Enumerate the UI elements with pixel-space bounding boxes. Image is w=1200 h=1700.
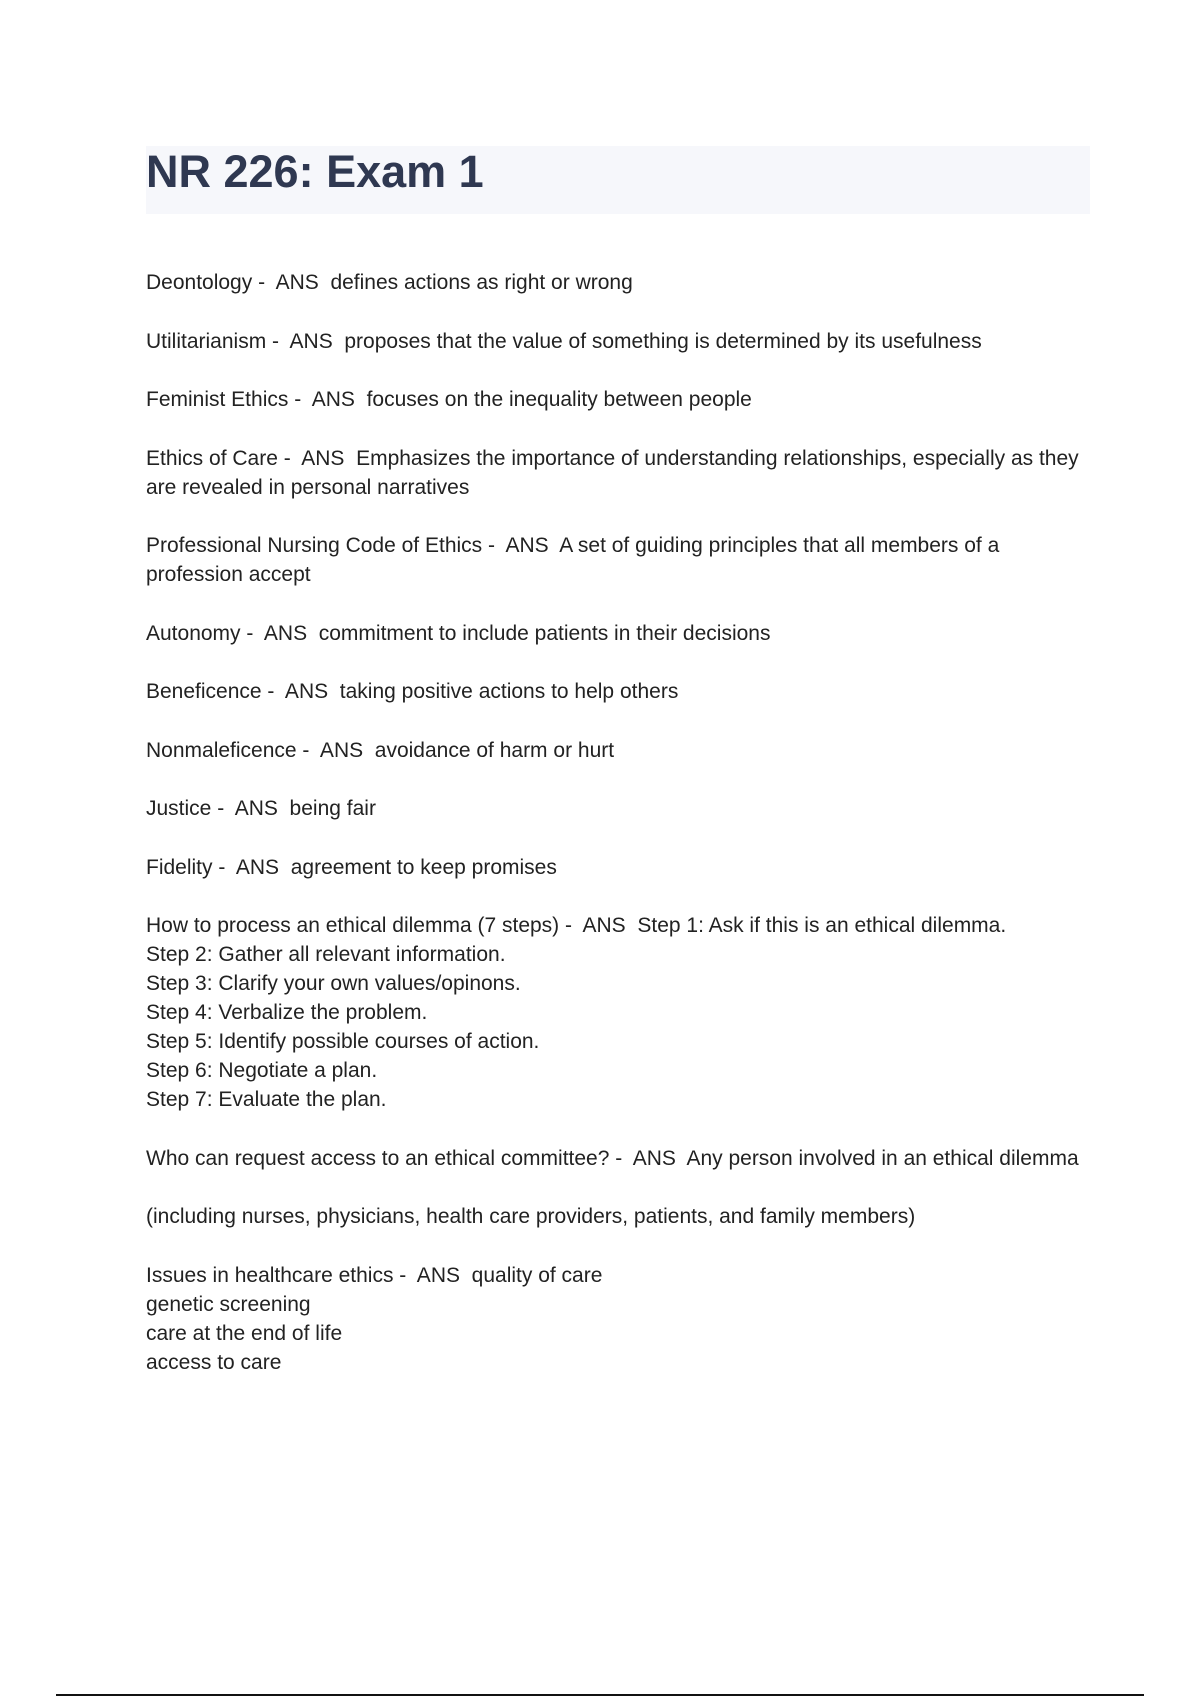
- qa-term: Ethics of Care: [146, 446, 278, 470]
- document-title: NR 226: Exam 1: [146, 146, 484, 197]
- qa-term: Who can request access to an ethical committee?: [146, 1146, 610, 1170]
- qa-answer-line: genetic screening: [146, 1292, 311, 1316]
- qa-separator: - ANS: [261, 680, 340, 703]
- qa-term: Fidelity: [146, 855, 213, 879]
- qa-term: Nonmaleficence: [146, 738, 297, 762]
- qa-answer: (including nurses, physicians, health care providers, patients, and family members): [146, 1205, 916, 1228]
- footer-divider: [56, 1694, 1144, 1696]
- qa-answer: agreement to keep promises: [290, 855, 557, 879]
- qa-separator: - ANS: [559, 914, 638, 937]
- qa-separator: - ANS: [277, 446, 357, 470]
- qa-answer-line: Step 2: Gather all relevant information.: [146, 943, 506, 966]
- qa-term: Utilitarianism: [146, 329, 267, 353]
- qa-separator: - ANS: [288, 388, 367, 411]
- qa-item: [146, 1261, 1086, 1377]
- qa-item: [146, 736, 1086, 765]
- qa-answer: taking positive actions to help others: [339, 680, 679, 703]
- qa-separator: - ANS: [482, 534, 560, 557]
- qa-answer-line: care at the end of life: [146, 1321, 343, 1345]
- qa-term: Professional Nursing Code of Ethics: [146, 534, 483, 557]
- qa-term: Deontology: [146, 271, 253, 294]
- qa-answer: defines actions as right or wrong: [330, 271, 633, 294]
- qa-separator: - ANS: [609, 1146, 687, 1170]
- qa-item: [146, 619, 1086, 648]
- qa-term: Beneficence: [146, 680, 262, 703]
- qa-item: [146, 531, 1086, 589]
- qa-separator: - ANS: [240, 621, 319, 645]
- qa-separator: - ANS: [393, 1263, 472, 1287]
- qa-item: [146, 1144, 1086, 1173]
- qa-answer: Emphasizes the importance of understanding relationships, especially as they are revealed in personal narratives: [146, 446, 1085, 499]
- qa-item: [146, 1202, 1086, 1231]
- qa-answer-line: access to care: [146, 1350, 282, 1374]
- qa-answer-line: Step 3: Clarify your own values/opinons.: [146, 972, 521, 995]
- qa-item: [146, 268, 1086, 297]
- qa-item: [146, 677, 1086, 706]
- qa-separator: - ANS: [212, 855, 291, 879]
- qa-item: [146, 853, 1086, 882]
- qa-answer: Step 1: Ask if this is an ethical dilemma.: [637, 914, 1007, 937]
- qa-answer: focuses on the inequality between people: [366, 388, 752, 411]
- qa-answer: commitment to include patients in their decisions: [318, 621, 771, 645]
- qa-term: Feminist Ethics: [146, 388, 289, 411]
- qa-answer: Any person involved in an ethical dilemma: [686, 1146, 1079, 1170]
- qa-item: [146, 385, 1086, 414]
- qa-item: [146, 794, 1086, 823]
- qa-answer-line: Step 6: Negotiate a plan.: [146, 1059, 378, 1082]
- qa-term: How to process an ethical dilemma (7 steps): [146, 914, 560, 937]
- qa-answer: A set of guiding principles that all members of a profession accept: [146, 534, 1006, 586]
- qa-separator: - ANS: [266, 329, 345, 353]
- qa-answer: proposes that the value of something is determined by its usefulness: [344, 329, 982, 353]
- qa-answer: being fair: [289, 797, 376, 820]
- qa-term: Autonomy: [146, 621, 241, 645]
- qa-answer: quality of care: [471, 1263, 603, 1287]
- qa-item: [146, 911, 1086, 1114]
- qa-answer-line: Step 4: Verbalize the problem.: [146, 1001, 428, 1024]
- title-banner: [146, 146, 1090, 214]
- qa-separator: - ANS: [296, 738, 375, 762]
- qa-separator: - ANS: [252, 271, 331, 294]
- qa-list: [146, 268, 1086, 1406]
- qa-term: Issues in healthcare ethics: [146, 1263, 394, 1287]
- qa-separator: - ANS: [211, 797, 290, 820]
- qa-item: [146, 327, 1086, 356]
- qa-term: Justice: [146, 797, 212, 820]
- qa-item: [146, 444, 1086, 502]
- qa-answer-line: Step 5: Identify possible courses of action.: [146, 1030, 540, 1053]
- qa-answer-line: Step 7: Evaluate the plan.: [146, 1088, 387, 1111]
- qa-answer: avoidance of harm or hurt: [374, 738, 615, 762]
